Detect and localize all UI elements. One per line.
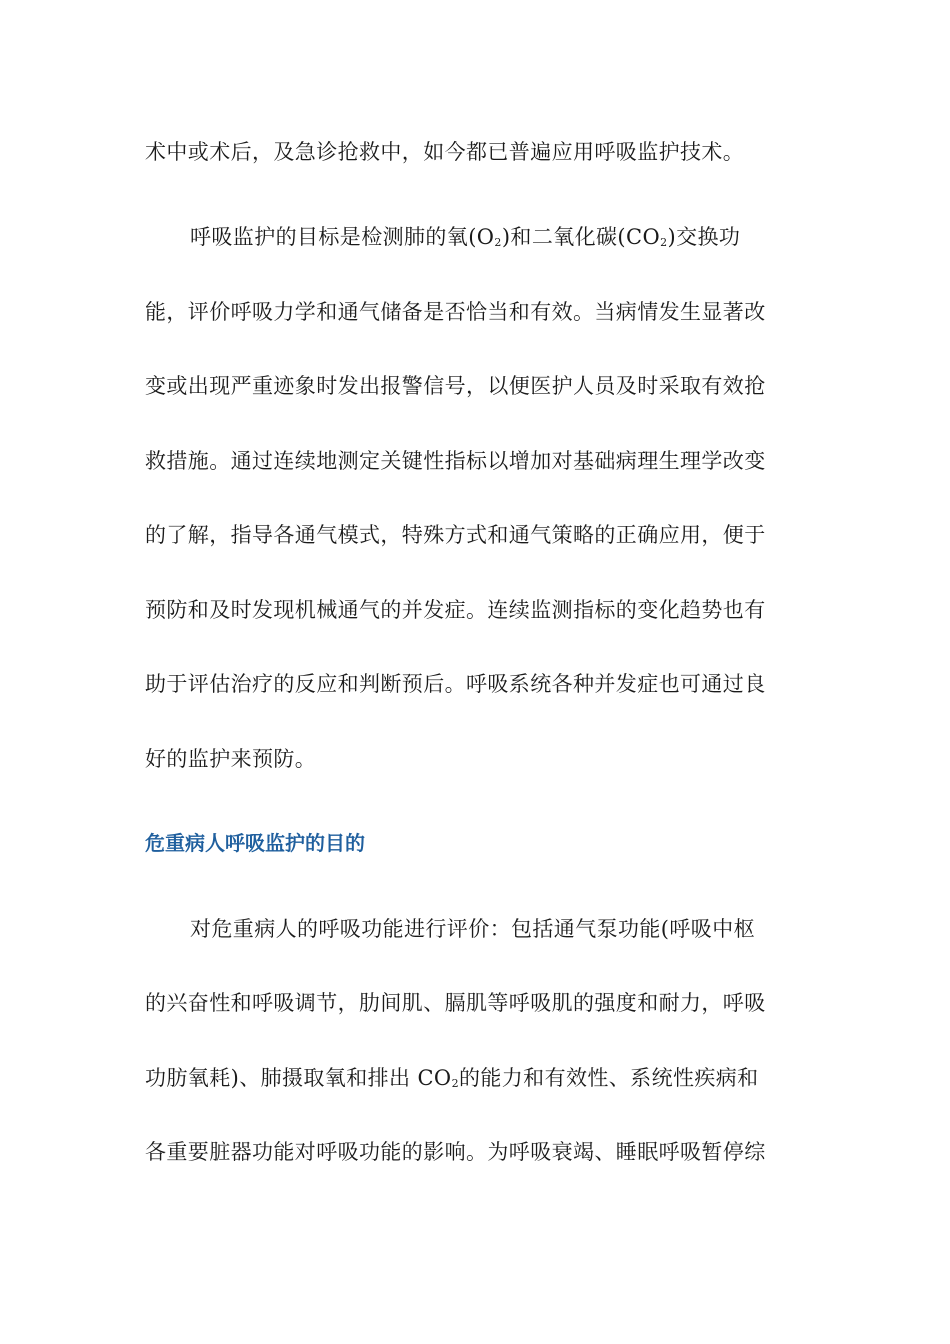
text-segment: )交换功 xyxy=(667,225,741,249)
paragraph-2-line-3: 变或出现严重迹象时发出报警信号，以便医护人员及时采取有效抢 xyxy=(145,374,766,398)
paragraph-2-line-1 xyxy=(190,222,740,252)
text-segment: )和二氧化碳(CO xyxy=(501,225,661,249)
section-heading: 危重病人呼吸监护的目的 xyxy=(145,831,365,855)
paragraph-3-line-2: 的兴奋性和呼吸调节，肋间肌、膈肌等呼吸肌的强度和耐力，呼吸 xyxy=(145,991,766,1015)
subscript: 2 xyxy=(451,1077,459,1090)
paragraph-2-line-7: 助于评估治疗的反应和判断预后。呼吸系统各种并发症也可通过良 xyxy=(145,672,766,696)
subscript: 2 xyxy=(494,236,502,249)
text-segment: 的能力和有效性、系统性疾病和 xyxy=(458,1066,759,1090)
paragraph-2-line-8: 好的监护来预防。 xyxy=(145,747,317,771)
paragraph-3-line-4: 各重要脏器功能对呼吸功能的影响。为呼吸衰竭、睡眠呼吸暂停综 xyxy=(145,1140,766,1164)
subscript: 2 xyxy=(660,236,668,249)
paragraph-2-line-5: 的了解，指导各通气模式，特殊方式和通气策略的正确应用，便于 xyxy=(145,523,766,547)
paragraph-3-line-3 xyxy=(145,1063,759,1093)
paragraph-1-line-1: 术中或术后，及急诊抢救中，如今都已普遍应用呼吸监护技术。 xyxy=(145,140,745,164)
paragraph-3-line-1: 对危重病人的呼吸功能进行评价：包括通气泵功能(呼吸中枢 xyxy=(190,917,755,941)
paragraph-2-line-4: 救措施。通过连续地测定关键性指标以增加对基础病理生理学改变 xyxy=(145,449,766,473)
text-segment: 功肪氧耗)、肺摄取氧和排出 CO xyxy=(145,1066,452,1090)
paragraph-2-line-2: 能，评价呼吸力学和通气储备是否恰当和有效。当病情发生显著改 xyxy=(145,300,766,324)
paragraph-2-line-6: 预防和及时发现机械通气的并发症。连续监测指标的变化趋势也有 xyxy=(145,598,766,622)
text-segment: 呼吸监护的目标是检测肺的氧(O xyxy=(190,225,495,249)
